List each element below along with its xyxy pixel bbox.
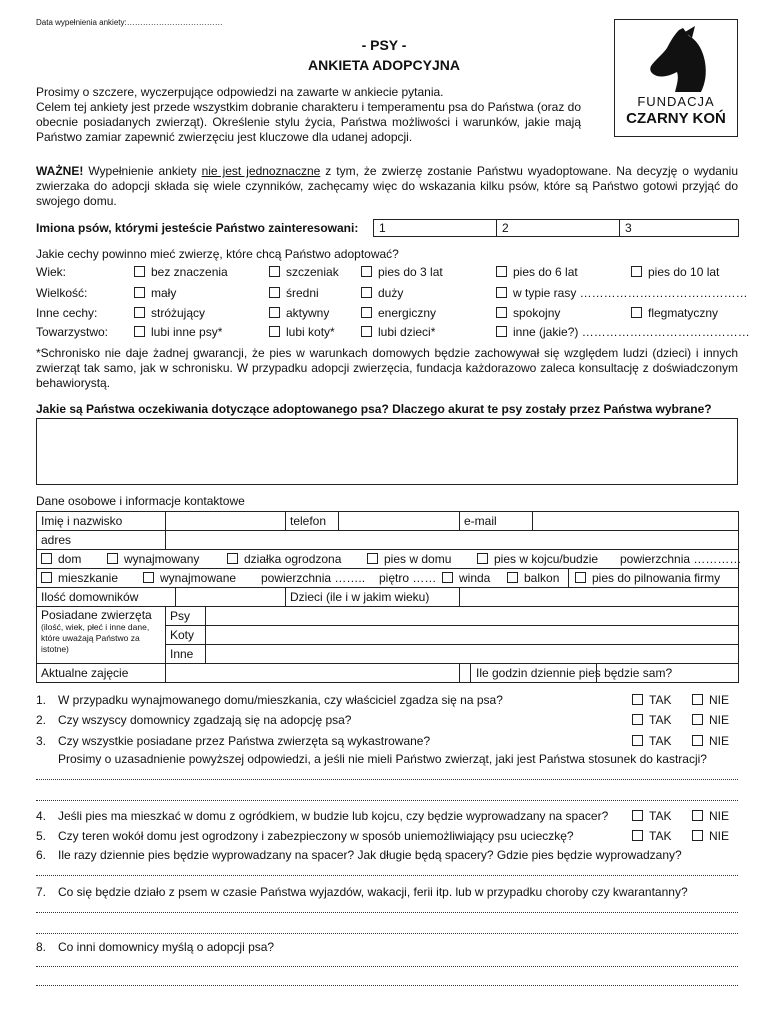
q3-yes[interactable]: TAK: [632, 734, 671, 748]
checkbox-icon[interactable]: [632, 714, 643, 725]
house-area-field[interactable]: powierzchnia …………: [620, 552, 742, 566]
checkbox-icon[interactable]: [507, 572, 518, 583]
option-lift[interactable]: winda: [442, 571, 490, 585]
animals-label-cell: [37, 607, 166, 664]
checkbox-icon[interactable]: [361, 287, 372, 298]
answer-line[interactable]: [36, 933, 738, 934]
question-5: 5. Czy teren wokół domu jest ogrodzony i zabezpieczony w sposób uniemożliwiający psu ucieczkę?: [36, 829, 574, 843]
option-age-10[interactable]: pies do 10 lat: [631, 265, 719, 279]
checkbox-icon[interactable]: [692, 830, 703, 841]
checkbox-icon[interactable]: [575, 572, 586, 583]
dog-name-slot-1[interactable]: 1: [374, 220, 497, 237]
dog-name-slot-2[interactable]: 2: [497, 220, 620, 237]
option-dog-kennel[interactable]: pies w kojcu/budzie: [477, 552, 598, 566]
animals-cats-label: Koty: [166, 626, 206, 644]
fill-date-label: Data wypełnienia ankiety:………………………………: [36, 18, 223, 27]
option-active[interactable]: aktywny: [269, 306, 329, 320]
phone-label: telefon: [286, 512, 339, 531]
checkbox-icon[interactable]: [361, 266, 372, 277]
question-1: 1. W przypadku wynajmowanego domu/mieszkania, czy właściciel zgadza się na psa?: [36, 693, 503, 707]
checkbox-icon[interactable]: [269, 287, 280, 298]
checkbox-icon[interactable]: [632, 810, 643, 821]
checkbox-icon[interactable]: [496, 326, 507, 337]
q3-no[interactable]: NIE: [692, 734, 729, 748]
checkbox-icon[interactable]: [496, 287, 507, 298]
q4-yes[interactable]: TAK: [632, 809, 671, 823]
form-title: ANKIETA ADOPCYJNA: [308, 57, 460, 73]
option-size-medium[interactable]: średni: [269, 286, 319, 300]
floor-field[interactable]: piętro ……: [379, 571, 437, 585]
checkbox-icon[interactable]: [692, 694, 703, 705]
answer-line[interactable]: [36, 875, 738, 876]
name-label: Imię i nazwisko: [37, 512, 166, 531]
option-size-small[interactable]: mały: [134, 286, 176, 300]
q1-yes[interactable]: TAK: [632, 693, 671, 707]
q4-no[interactable]: NIE: [692, 809, 729, 823]
name-field[interactable]: [166, 512, 286, 531]
question-8: 8. Co inni domownicy myślą o adopcji psa?: [36, 940, 275, 954]
option-flat[interactable]: mieszkanie: [41, 571, 118, 585]
hours-alone-cell: [460, 664, 739, 683]
checkbox-icon[interactable]: [269, 307, 280, 318]
checkbox-icon[interactable]: [134, 266, 145, 277]
answer-line[interactable]: [36, 912, 738, 913]
traits-label-company: Towarzystwo:: [36, 325, 109, 339]
checkbox-icon[interactable]: [41, 572, 52, 583]
q5-no[interactable]: NIE: [692, 829, 729, 843]
option-fenced-plot[interactable]: działka ogrodzona: [227, 552, 341, 566]
answer-line[interactable]: [36, 800, 738, 801]
option-dog-indoors[interactable]: pies w domu: [367, 552, 451, 566]
household-cell: [37, 588, 286, 607]
q5-yes[interactable]: TAK: [632, 829, 671, 843]
expectations-answer-box[interactable]: [36, 418, 738, 485]
checkbox-icon[interactable]: [367, 553, 378, 564]
household-field[interactable]: [176, 588, 216, 606]
checkbox-icon[interactable]: [496, 307, 507, 318]
q1-no[interactable]: NIE: [692, 693, 729, 707]
flat-area-field[interactable]: powierzchnia ……..: [261, 571, 366, 585]
checkbox-icon[interactable]: [631, 307, 642, 318]
question-6: 6. Ile razy dziennie pies będzie wyprowadzany na spacer? Jak długie będą spacery? Gdzie pies będzie wyprowadzany?: [36, 848, 682, 862]
option-calm[interactable]: spokojny: [496, 306, 560, 320]
question-4: 4. Jeśli pies ma mieszkać w domu z ogródkiem, w budzie lub kojcu, czy będzie wyprowadzany na spacer?: [36, 809, 609, 823]
housing-row-1: [37, 550, 742, 569]
logo-text-czarny-kon: CZARNY KOŃ: [626, 110, 726, 127]
intro-line-2: Celem tej ankiety jest przede wszystkim dobranie charakteru i temperamentu psa do Państwa (oraz do obecnie posiadanych zwierząt). Określenie stylu życia, Państwa możliwości i warunków, jakie mają Państwo zamiar zapewnić zwierzęciu jest kluczowe dla udanej adopcji.: [36, 100, 581, 144]
dog-names-table: [373, 219, 739, 237]
personal-section-title: Dane osobowe i informacje kontaktowe: [36, 494, 245, 508]
email-label: e-mail: [460, 512, 533, 531]
personal-data-table: [36, 511, 742, 683]
question-3-followup: Prosimy o uzasadnienie powyższej odpowiedzi, a jeśli nie mieli Państwo zwierząt, jaki jest Państwa stosunek do kastracji?: [58, 752, 707, 766]
option-likes-kids[interactable]: lubi dzieci*: [361, 325, 435, 339]
horse-head-icon: [645, 26, 709, 94]
important-part1: Wypełnienie ankiety: [83, 164, 202, 178]
option-likes-cats[interactable]: lubi koty*: [269, 325, 335, 339]
checkbox-icon[interactable]: [692, 810, 703, 821]
housing-row-2: [37, 569, 739, 588]
option-flat-rented[interactable]: wynajmowane: [143, 571, 236, 585]
checkbox-icon[interactable]: [134, 326, 145, 337]
shelter-disclaimer: *Schronisko nie daje żadnej gwarancji, że pies w warunkach domowych będzie zachowywał się względem ludzi (dzieci) i innych zwierząt tak samo, jak w schronisku. W przypadku adopcji zwierzęcia, fundacja każdorazowo zaleca konsultację z doświadczonym behawiorystą.: [36, 346, 738, 390]
animals-hint: (ilość, wiek, płeć i inne dane, które uważają Państwo za istotne): [41, 622, 150, 654]
option-size-breed[interactable]: w typie rasy ……………………………………: [496, 286, 748, 300]
traits-label-size: Wielkość:: [36, 286, 88, 300]
dog-name-slot-3[interactable]: 3: [620, 220, 739, 237]
checkbox-icon[interactable]: [631, 266, 642, 277]
checkbox-icon[interactable]: [41, 553, 52, 564]
option-house[interactable]: dom: [41, 552, 81, 566]
option-company-other[interactable]: inne (jakie?) ……………………………………: [496, 325, 750, 339]
option-house-rented[interactable]: wynajmowany: [107, 552, 199, 566]
question-7: 7. Co się będzie działo z psem w czasie Państwa wyjazdów, wakacji, ferii itp. lub w przypadku choroby czy kwarantanny?: [36, 885, 688, 899]
checkbox-icon[interactable]: [134, 287, 145, 298]
checkbox-icon[interactable]: [442, 572, 453, 583]
option-age-6[interactable]: pies do 6 lat: [496, 265, 578, 279]
checkbox-icon[interactable]: [107, 553, 118, 564]
option-size-large[interactable]: duży: [361, 286, 403, 300]
animals-other-row: [166, 645, 739, 664]
checkbox-icon[interactable]: [143, 572, 154, 583]
job-field[interactable]: [166, 664, 673, 683]
important-note: [36, 164, 738, 209]
logo-text-fundacja: FUNDACJA: [637, 94, 715, 109]
job-label: Aktualne zajęcie: [37, 664, 166, 683]
animals-other-label: Inne: [166, 645, 206, 663]
traits-label-other: Inne cechy:: [36, 306, 98, 320]
checkbox-icon[interactable]: [269, 266, 280, 277]
children-label: Dzieci (ile i w jakim wieku): [286, 588, 460, 607]
intro-line-1: Prosimy o szczere, wyczerpujące odpowiedzi na zawarte w ankiecie pytania.: [36, 85, 444, 99]
option-likes-dogs[interactable]: lubi inne psy*: [134, 325, 222, 339]
checkbox-icon[interactable]: [692, 735, 703, 746]
phone-field[interactable]: [339, 512, 460, 531]
q2-yes[interactable]: TAK: [632, 713, 671, 727]
email-field[interactable]: [533, 512, 739, 531]
important-part2: z tym, że zwierzę zostanie Państwu wyadoptowane. Na decyzję o wydaniu zwierzaka do adopcji składa się wiele czynników, zachęcamy więc do wskazania kilku psów, które są Państwo gotowi przyjąć do swojego domu.: [36, 164, 738, 208]
expectations-question: Jakie są Państwa oczekiwania dotyczące adoptowanego psa? Dlaczego akurat te psy zostały przez Państwa wybrane?: [36, 402, 712, 416]
cell-divider: [568, 569, 569, 587]
address-label: adres: [37, 531, 166, 550]
animals-dogs-label: Psy: [166, 607, 206, 625]
checkbox-icon[interactable]: [632, 694, 643, 705]
checkbox-icon[interactable]: [227, 553, 238, 564]
checkbox-icon[interactable]: [632, 735, 643, 746]
important-underlined: nie jest jednoznaczne: [201, 164, 321, 178]
answer-line[interactable]: [36, 966, 738, 967]
option-age-any[interactable]: bez znaczenia: [134, 265, 228, 279]
checkbox-icon[interactable]: [361, 307, 372, 318]
checkbox-icon[interactable]: [134, 307, 145, 318]
checkbox-icon[interactable]: [361, 326, 372, 337]
address-field[interactable]: [166, 531, 739, 550]
option-balcony[interactable]: balkon: [507, 571, 559, 585]
option-guard-dog[interactable]: pies do pilnowania firmy: [575, 571, 720, 585]
form-title-line1: - PSY -: [361, 37, 407, 53]
option-age-puppy[interactable]: szczeniak: [269, 265, 339, 279]
question-3: 3. Czy wszystkie posiadane przez Państwa zwierzęta są wykastrowane?: [36, 734, 431, 748]
option-energetic[interactable]: energiczny: [361, 306, 436, 320]
checkbox-icon[interactable]: [477, 553, 488, 564]
option-guarding[interactable]: stróżujący: [134, 306, 205, 320]
q2-no[interactable]: NIE: [692, 713, 729, 727]
animals-label: Posiadane zwierzęta: [41, 608, 152, 622]
answer-line[interactable]: [36, 779, 738, 780]
important-label: WAŻNE!: [36, 164, 84, 178]
checkbox-icon[interactable]: [692, 714, 703, 725]
foundation-logo: [614, 19, 738, 137]
traits-label-age: Wiek:: [36, 265, 66, 279]
option-phlegmatic[interactable]: flegmatyczny: [631, 306, 718, 320]
children-field[interactable]: [460, 588, 739, 607]
traits-question: Jakie cechy powinno mieć zwierzę, które chcą Państwo adoptować?: [36, 247, 399, 261]
checkbox-icon[interactable]: [632, 830, 643, 841]
checkbox-icon[interactable]: [496, 266, 507, 277]
hours-alone-label: Ile godzin dziennie pies będzie sam?: [476, 666, 673, 680]
answer-line[interactable]: [36, 985, 738, 986]
dog-names-label: Imiona psów, którymi jesteście Państwo zainteresowani:: [36, 221, 359, 235]
option-age-3[interactable]: pies do 3 lat: [361, 265, 443, 279]
checkbox-icon[interactable]: [269, 326, 280, 337]
animals-dogs-row: [166, 607, 739, 626]
question-2: 2. Czy wszyscy domownicy zgadzają się na adopcję psa?: [36, 713, 352, 727]
cell-divider: [596, 664, 597, 682]
intro-text: [36, 85, 581, 145]
household-label: Ilość domowników: [41, 590, 139, 604]
animals-cats-row: [166, 626, 739, 645]
